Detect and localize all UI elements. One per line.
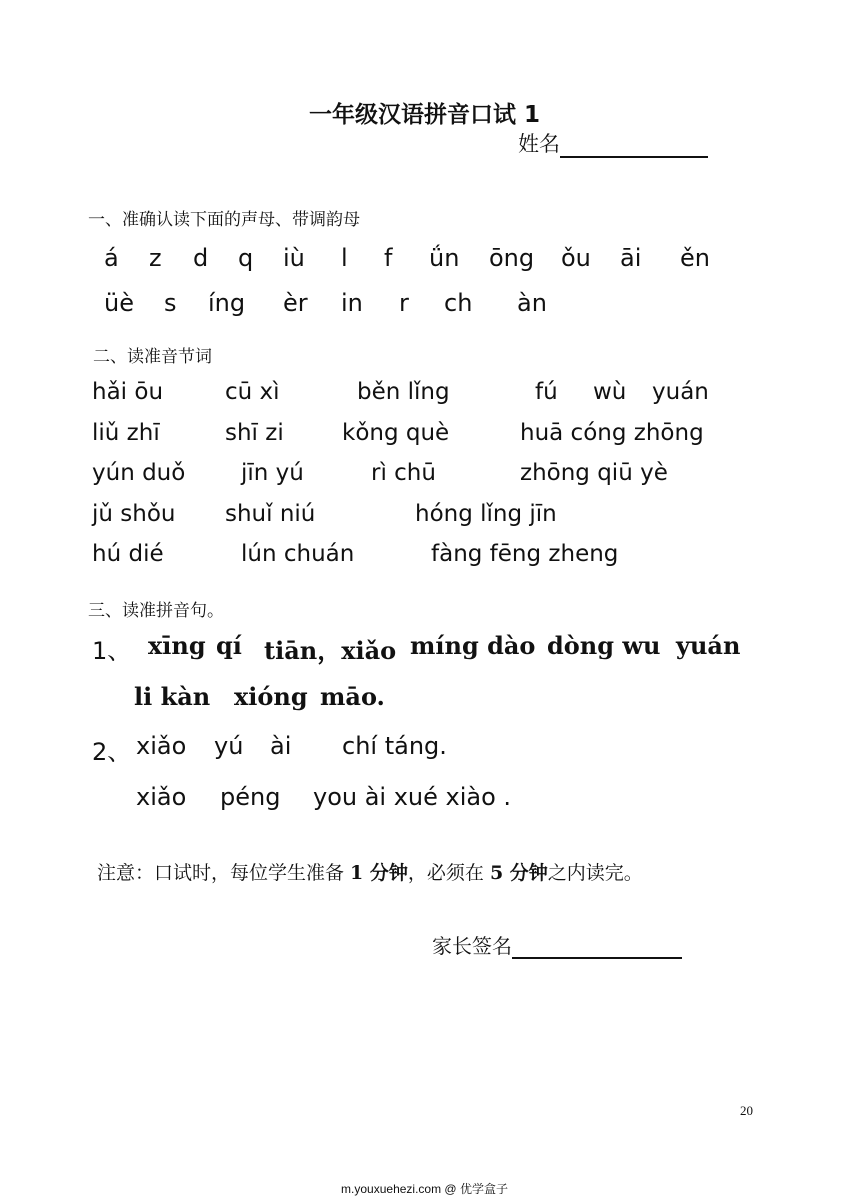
- word: hóng lǐng jīn: [415, 501, 557, 527]
- syllable: üè: [104, 289, 134, 317]
- syllable: á: [104, 244, 119, 272]
- note-text: 之内读完。: [547, 862, 643, 884]
- note-text: ，必须在: [407, 862, 490, 884]
- word: hǎi ōu: [92, 379, 164, 405]
- word: cū xì: [225, 379, 280, 405]
- sentence-word: li kàn: [134, 682, 211, 711]
- parent-signature-blank: [512, 935, 682, 959]
- sentence-word: chí táng.: [342, 732, 447, 760]
- sentence-word: xīng: [148, 631, 206, 660]
- word: hú dié: [92, 541, 164, 567]
- sentence-word: xióng: [234, 682, 308, 711]
- footer-watermark: m.youxuehezi.com @ 优学盒子: [341, 1182, 508, 1196]
- word: běn lǐng: [357, 379, 450, 405]
- sentence-word: xiǎo: [136, 732, 187, 760]
- syllable: l: [341, 244, 348, 272]
- sentence-word: xiǎo: [136, 783, 187, 811]
- word: fú: [535, 379, 558, 405]
- sentence-word: yuán: [676, 631, 741, 660]
- syllable: ch: [444, 289, 473, 317]
- name-field: [518, 128, 708, 158]
- syllable: àn: [517, 289, 547, 317]
- word: huā cóng zhōng: [520, 420, 704, 446]
- syllable: f: [384, 244, 393, 272]
- sentence-word: dòng wu: [547, 631, 661, 660]
- sentence-number: 1、: [92, 637, 132, 665]
- syllable: r: [399, 289, 409, 317]
- syllable: ǒu: [561, 244, 591, 272]
- note-minutes-prepare: 1 分钟: [350, 862, 408, 884]
- page-title: 一年级汉语拼音口试 1: [308, 102, 540, 128]
- syllable: ōng: [489, 244, 535, 272]
- syllable: íng: [208, 289, 246, 317]
- syllable: q: [238, 244, 254, 272]
- sentence-word: ài: [270, 732, 292, 760]
- parent-signature: [432, 930, 682, 959]
- word: jīn yú: [241, 460, 304, 486]
- parent-signature-label: 家长签名: [432, 934, 512, 958]
- word: kǒng què: [342, 420, 450, 446]
- page-number: 20: [740, 1103, 753, 1118]
- syllable: z: [149, 244, 162, 272]
- syllable: ěn: [680, 244, 710, 272]
- syllable: in: [341, 289, 363, 317]
- sentence-word: yú: [214, 732, 244, 760]
- section2-heading: 二、读准音节词: [93, 347, 212, 367]
- word: liǔ zhī: [92, 420, 160, 446]
- word: fàng fēng zheng: [431, 541, 619, 567]
- word: shuǐ niú: [225, 501, 316, 527]
- word: zhōng qiū yè: [520, 460, 668, 486]
- section3-heading: 三、读准拼音句。: [88, 601, 224, 621]
- note: [97, 858, 643, 885]
- word: rì chū: [371, 460, 436, 486]
- note-text: 注意：口试时，每位学生准备: [97, 862, 351, 884]
- word: jǔ shǒu: [92, 501, 176, 527]
- syllable: iù: [283, 244, 305, 272]
- word: yún duǒ: [92, 460, 186, 486]
- sentence-word: qí: [216, 631, 242, 660]
- sentence-word: tiān，xiǎo: [264, 636, 397, 665]
- sentence-word: you ài xué xiào .: [313, 783, 512, 811]
- word: lún chuán: [241, 541, 355, 567]
- section1-heading: 一、准确认读下面的声母、带调韵母: [88, 210, 360, 230]
- sentence-number: 2、: [92, 738, 132, 766]
- name-label: 姓名: [518, 132, 560, 156]
- word: shī zi: [225, 420, 284, 446]
- note-minutes-limit: 5 分钟: [489, 862, 548, 884]
- word: yuán: [652, 379, 709, 405]
- syllable: èr: [283, 289, 308, 317]
- sentence-word: míng dào: [410, 631, 536, 660]
- syllable: ǘn: [429, 244, 460, 272]
- syllable: āi: [620, 244, 642, 272]
- sentence-word: péng: [220, 783, 281, 811]
- syllable: d: [193, 244, 209, 272]
- syllable: s: [164, 289, 177, 317]
- name-blank: [560, 134, 708, 158]
- word: wù: [593, 379, 627, 405]
- sentence-word: māo.: [320, 682, 385, 711]
